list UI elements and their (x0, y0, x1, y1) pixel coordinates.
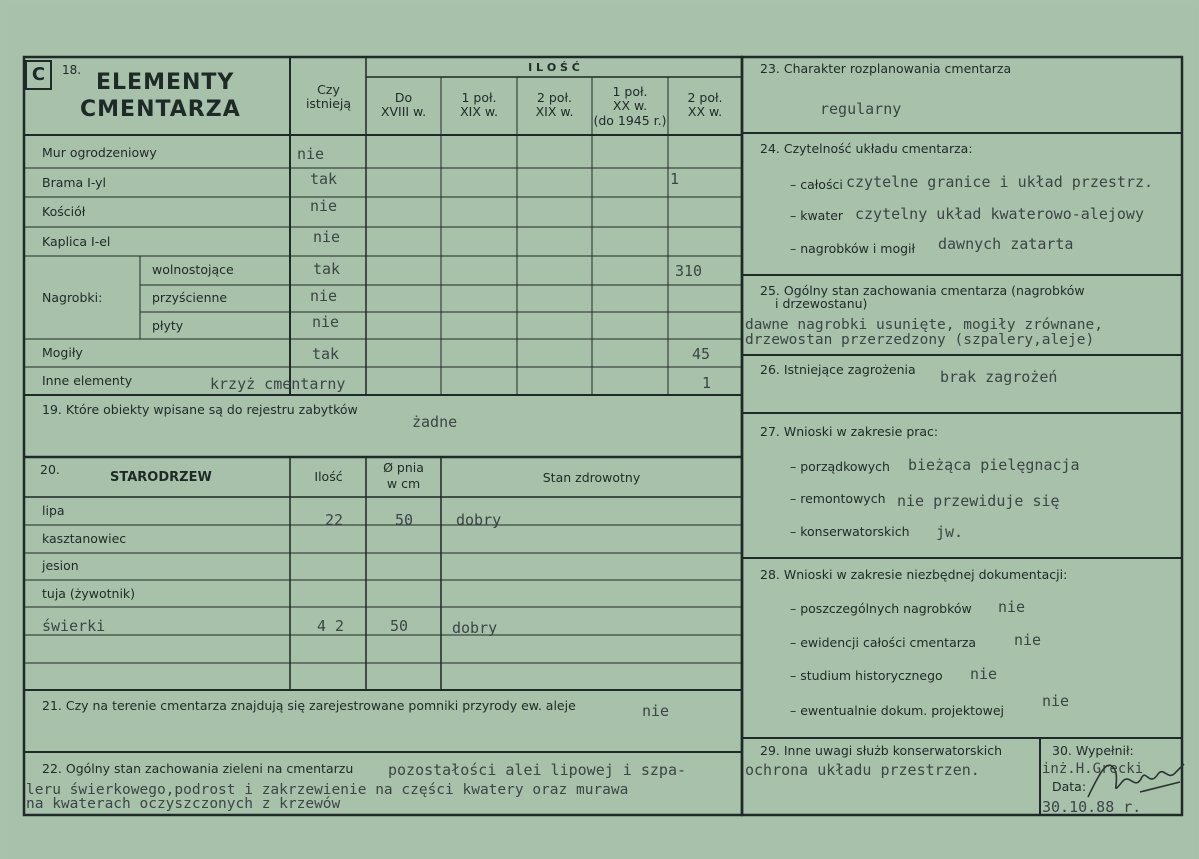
s24-item2-label: – kwater (790, 208, 844, 223)
s28-item3-value: nie (970, 665, 998, 683)
row-label-wolnostojace: wolnostojące (152, 262, 234, 277)
s21-value: nie (642, 702, 670, 720)
period-2-l2: XIX w. (460, 104, 498, 119)
period-4-l3: (do 1945 r.) (593, 113, 667, 128)
s27-item2-value: nie przewiduje się (897, 492, 1060, 510)
s22-line3: na kwaterach oczyszczonych z krzewów (26, 796, 341, 812)
tree-lipa-label: lipa (42, 503, 65, 518)
tree-lipa-health: dobry (456, 511, 502, 529)
s20-col-qty: Ilość (314, 469, 343, 484)
period-3-l1: 2 poł. (536, 90, 573, 105)
s21-label: 21. Czy na terenie cmentarza znajdują się zarejestrowane pomniki przyrody ew. aleje (42, 698, 576, 713)
s27-item3-value: jw. (936, 523, 964, 541)
s23-value: regularny (820, 100, 902, 118)
s26-label: 26. Istniejące zagrożenia (760, 362, 916, 377)
s28-item1-value: nie (998, 598, 1026, 616)
s30-date-label: Data: (1052, 779, 1087, 794)
s30-label: 30. Wypełnił: (1052, 743, 1134, 758)
tree-lipa-diam: 50 (395, 511, 414, 529)
qty-brama: 1 (670, 170, 680, 188)
section-18-number: 18. (62, 63, 82, 77)
col-czy-line1: Czy (317, 82, 340, 97)
row-label-brama: Brama I-yl (42, 175, 107, 190)
s28-item2-label: – ewidencji całości cmentarza (790, 635, 977, 650)
exists-brama: tak (310, 170, 338, 188)
s22-line1: pozostałości alei lipowej i szpa- (388, 761, 687, 779)
tree-swierki-health: dobry (452, 619, 498, 637)
period-4-l1: 1 poł. (612, 84, 648, 99)
exists-plyty: nie (312, 313, 340, 331)
period-4-l2: XX w. (612, 98, 648, 113)
tree-kasztanowiec-label: kasztanowiec (42, 531, 127, 546)
qty-inne: 1 (702, 374, 712, 392)
s27-item2-label: – remontowych (790, 491, 886, 506)
row-label-plyty: płyty (152, 318, 184, 333)
s28-label: 28. Wnioski w zakresie niezbędnej dokumentacji: (760, 567, 1068, 582)
period-2-l1: 1 poł. (461, 90, 497, 105)
row-label-nagrobki: Nagrobki: (42, 290, 103, 305)
s27-label: 27. Wnioski w zakresie prac: (760, 424, 939, 439)
inne-typed: krzyż cmentarny (210, 375, 346, 393)
row-label-inne: Inne elementy (42, 373, 133, 388)
period-5-l2: XX w. (687, 104, 723, 119)
s29-label: 29. Inne uwagi służb konserwatorskich (760, 743, 1002, 758)
signature-scribble (1080, 752, 1190, 812)
s29-value: ochrona układu przestrzen. (745, 761, 980, 779)
tree-swierki-diam: 50 (390, 617, 409, 635)
s27-item1-label: – porządkowych (790, 459, 890, 474)
s24-item3-value: dawnych zatarta (938, 235, 1074, 253)
s28-item3-label: – studium historycznego (790, 668, 943, 683)
exists-przyscienne: nie (310, 287, 338, 305)
s28-item4-label: – ewentualnie dokum. projektowej (790, 703, 1005, 718)
s22-label: 22. Ogólny stan zachowania zieleni na cmentarzu (42, 761, 354, 776)
s24-item2-value: czytelny układ kwaterowo-alejowy (855, 205, 1144, 223)
period-5-l1: 2 poł. (687, 90, 723, 105)
s30-name: inż.H.Grecki (1042, 761, 1144, 777)
s25-label-line2: i drzewostanu) (775, 296, 868, 311)
s19-value: żadne (412, 413, 458, 431)
exists-kaplica: nie (313, 228, 341, 246)
s25-line2: drzewostan przerzedzony (szpalery,aleje) (745, 332, 1095, 348)
s25-label-line1: 25. Ogólny stan zachowania cmentarza (nagrobków (760, 283, 1085, 298)
tree-tuja-label: tuja (żywotnik) (42, 586, 136, 601)
period-1-l1: Do (394, 90, 413, 105)
section-18-title-line1: ELEMENTY (96, 70, 235, 95)
exists-kosciol: nie (310, 197, 338, 215)
row-label-mur: Mur ogrodzeniowy (42, 145, 157, 160)
s20-col-health: Stan zdrowotny (542, 470, 641, 485)
s28-item4-value: nie (1042, 692, 1070, 710)
s20-col-diam-l2: w cm (386, 476, 421, 491)
s25-line1: dawne nagrobki usunięte, mogiły zrównane, (745, 317, 1103, 333)
s20-col-diam-l1: Ø pnia (383, 460, 424, 475)
tree-swierki-label: świerki (42, 617, 106, 635)
section-letter-box: C (25, 60, 52, 90)
exists-mur: nie (297, 145, 325, 163)
s24-item1-label: – całości (790, 177, 843, 192)
exists-wolnostojace: tak (313, 260, 341, 278)
s19-label: 19. Które obiekty wpisane są do rejestru zabytków (42, 402, 358, 417)
exists-mogily: tak (312, 345, 340, 363)
s24-item1-value: czytelne granice i układ przestrz. (846, 173, 1154, 191)
s26-value: brak zagrożeń (940, 368, 1058, 386)
period-1-l2: XVIII w. (380, 104, 427, 119)
s20-number: 20. (40, 462, 60, 477)
col-ilosc-heading: I L O Ś Ć (528, 61, 580, 74)
period-3-l2: XIX w. (535, 104, 574, 119)
s28-item1-label: – poszczególnych nagrobków (790, 601, 972, 616)
tree-lipa-qty: 22 (325, 511, 344, 529)
qty-wolnostojace: 310 (675, 262, 703, 280)
tree-swierki-qty: 4 2 (317, 617, 345, 635)
s23-label: 23. Charakter rozplanowania cmentarza (760, 61, 1012, 76)
row-label-przyscienne: przyścienne (152, 290, 228, 305)
col-czy-line2: istnieją (305, 96, 352, 111)
s30-date: 30.10.88 r. (1042, 798, 1142, 816)
tree-jesion-label: jesion (42, 558, 79, 573)
qty-mogily: 45 (692, 345, 711, 363)
row-label-kaplica: Kaplica I-el (42, 234, 111, 249)
s24-item3-label: – nagrobków i mogił (790, 241, 916, 256)
s22-line2: leru świerkowego,podrost i zakrzewienie na części kwatery oraz murawa (26, 782, 629, 798)
s20-title: STARODRZEW (110, 470, 212, 485)
row-label-mogily: Mogiły (42, 345, 83, 360)
row-label-kosciol: Kościół (42, 204, 86, 219)
s27-item1-value: bieżąca pielęgnacja (908, 456, 1080, 474)
s28-item2-value: nie (1014, 631, 1042, 649)
s27-item3-label: – konserwatorskich (790, 524, 910, 539)
section-18-title-line2: CMENTARZA (80, 97, 241, 122)
s24-label: 24. Czytelność układu cmentarza: (760, 141, 973, 156)
